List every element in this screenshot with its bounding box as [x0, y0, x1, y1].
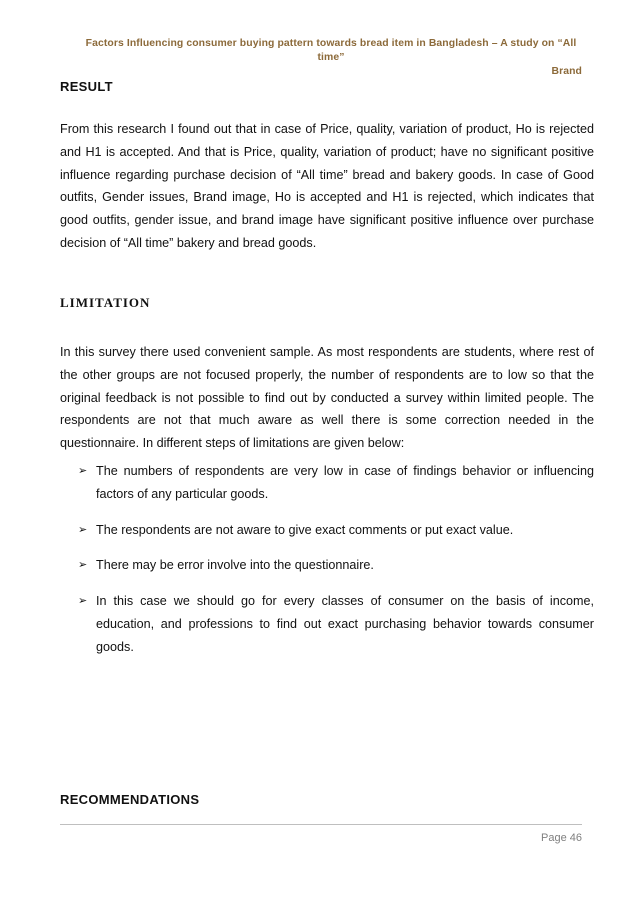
list-item-text: There may be error involve into the questionnaire.	[96, 558, 374, 573]
page-footer	[60, 824, 582, 844]
list-item-text: The respondents are not aware to give exact comments or put exact value.	[96, 522, 514, 537]
arrow-bullet-icon: ➢	[78, 595, 88, 608]
list-item	[78, 460, 594, 506]
result-heading: RESULT	[60, 79, 113, 94]
arrow-bullet-icon: ➢	[78, 559, 88, 572]
list-item	[78, 519, 594, 542]
limitation-bullet-list	[78, 460, 594, 672]
recommendations-heading: RECOMMENDATIONS	[60, 792, 200, 807]
limitation-paragraph: In this survey there used convenient sample. As most respondents are students, where rest of the other groups are not focused properly, the number of respondents are to low so that the original feedback is not possible to find out by conducted a survey within limited people. The respondents are not that much aware as well there is some correction needed in the questionnaire. In different steps of limitations are given below:	[60, 345, 594, 451]
arrow-bullet-icon: ➢	[78, 465, 88, 477]
running-header-line1: Factors Influencing consumer buying pattern towards bread item in Bangladesh – A study on “All time”	[85, 38, 577, 63]
running-header-line2: Brand	[551, 66, 582, 77]
result-paragraph: From this research I found out that in case of Price, quality, variation of product, Ho is rejected and H1 is accepted. And that is Price, quality, variation of product; have no significant positive influence regarding purchase decision of “All time” bread and bakery goods. In case of Good outfits, Gender issues, Brand image, Ho is accepted and H1 is rejected, which indicates that good outfits, gender issue, and brand image have significant positive influence over purchase decision of “All time” bakery and bread goods.	[60, 122, 594, 250]
running-header	[60, 37, 582, 79]
limitation-heading: LIMITATION	[60, 295, 151, 310]
arrow-bullet-icon: ➢	[78, 523, 88, 536]
list-item-text: In this case we should go for every classes of consumer on the basis of income, education, and professions to find out exact purchasing behavior towards consumer goods.	[96, 594, 594, 654]
list-item	[78, 590, 594, 658]
list-item-text: The numbers of respondents are very low in case of findings behavior or influencing factors of any particular goods.	[96, 464, 594, 501]
list-item	[78, 554, 594, 577]
page-number: Page 46	[541, 832, 582, 844]
